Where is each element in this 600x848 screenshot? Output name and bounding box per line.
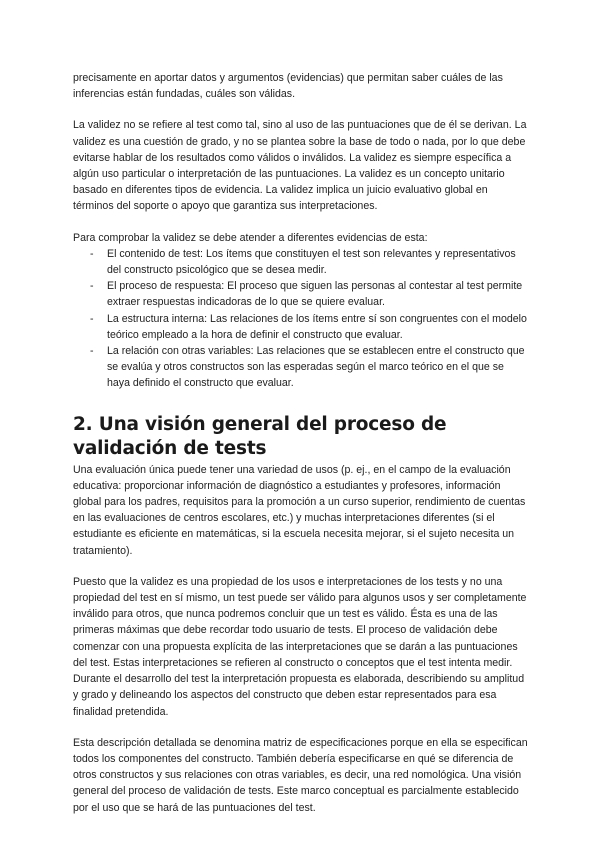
list-item-text: El contenido de test: Los ítems que constituyen el test son relevantes y representativos del constructo psicológico que se desea medir. (107, 247, 516, 277)
list-dash: - (90, 345, 94, 358)
document-page (73, 70, 529, 816)
evidence-list (73, 246, 529, 392)
list-item-text: La estructura interna: Las relaciones de los ítems entre sí son congruentes con el modelo teórico empleado a la hora de definir el constructo que evaluar. (107, 312, 527, 341)
list-dash: - (90, 280, 94, 293)
paragraph-assessment-uses: Una evaluación única puede tener una variedad de usos (p. ej., en el campo de la evaluación educativa: proporcionar información de diagnóstico a estudiantes y profesores, información global para los padres, requisitos para la promoción a un curso superior, rendimiento de cuentas en las evaluaciones de centros escolares, etc.) y muchas interpretaciones diferentes (si el estudiante es eficiente en matemáticas, si la escuela necesita mejorar, si el sujeto necesita un tratamiento). (73, 463, 526, 557)
paragraph-validation-process: Puesto que la validez es una propiedad de los usos e interpretaciones de los tests y no una propiedad del test en sí mismo, un test puede ser válido para algunos usos y ser completamente inválido para otros, que nunca podremos concluir que un test es válido. Ésta es una de las primeras máximas que debe recordar todo usuario de tests. El proceso de validación debe comenzar con una propuesta explícita de las interpretaciones que se darán a las puntuaciones del test. Estas interpretaciones se refieren al constructo o conceptos que el test intenta medir. Durante el desarrollo del test la interpretación propuesta es elaborada, describiendo su amplitud y grado y delineando los aspectos del constructo que deben estar representados para esa finalidad pretendida. (73, 575, 527, 718)
list-item (73, 278, 529, 310)
list-item-text: La relación con otras variables: Las relaciones que se establecen entre el constructo que se evalúa y otros constructos son las esperadas según el marco teórico en el que se haya definido el constructo que evaluar. (107, 345, 525, 390)
paragraph-intro-continuation: precisamente en aportar datos y argumentos (evidencias) que permitan saber cuáles de las inferencias están fundadas, cuáles son válidas. (73, 72, 503, 101)
section-heading: 2. Una visión general del proceso de validación de tests (73, 413, 447, 459)
list-dash: - (90, 247, 94, 260)
list-item (73, 343, 529, 392)
paragraph-evidence-intro: Para comprobar la validez se debe atender a diferentes evidencias de esta: (73, 231, 428, 244)
list-item (73, 246, 529, 278)
list-dash: - (90, 312, 94, 325)
list-item (73, 311, 529, 343)
list-item-text: El proceso de respuesta: El proceso que siguen las personas al contestar al test permite extraer respuestas indicadoras de lo que se quiere evaluar. (107, 280, 523, 309)
paragraph-validity-definition: La validez no se refiere al test como tal, sino al uso de las puntuaciones que de él se derivan. La validez es una cuestión de grado, y no se plantea sobre la base de todo o nada, por lo que debe evitarse hablar de los resultados como válidos o inválidos. La validez es siempre específica a algún uso particular o interpretación de las puntuaciones. La validez es un concepto unitario basado en diferentes tipos de evidencia. La validez implica un juicio evaluativo global en términos del soporte o apoyo que garantiza sus interpretaciones. (73, 119, 527, 213)
paragraph-specification-matrix: Esta descripción detallada se denomina matriz de especificaciones porque en ella se especifican todos los componentes del constructo. También debería especificarse en qué se diferencia de otros constructos y sus relaciones con otras variables, es decir, una red nomológica. Una visión general del proceso de validación de tests. Este marco conceptual es parcialmente establecido por el uso que se hará de las puntuaciones del test. (73, 736, 528, 814)
